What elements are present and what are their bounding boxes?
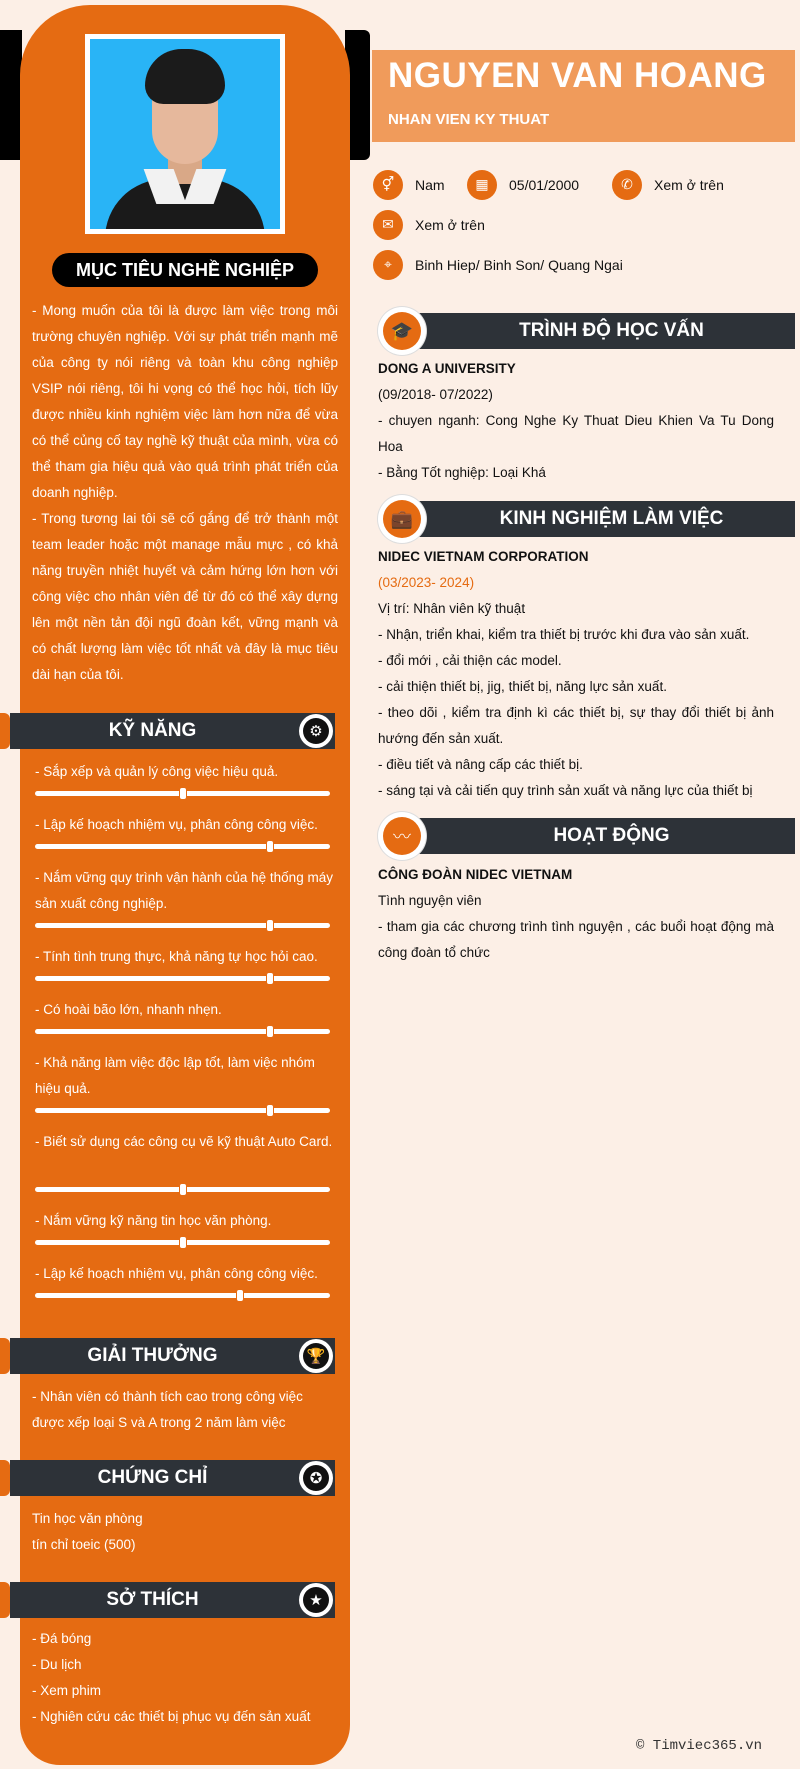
skill-slider xyxy=(35,923,330,928)
activities-header xyxy=(378,812,795,854)
pulse-icon: 〰 xyxy=(378,812,426,860)
skills-title: KỸ NĂNG xyxy=(108,720,197,741)
school-name: DONG A UNIVERSITY xyxy=(378,361,516,376)
trophy-icon: 🏆 xyxy=(299,1339,333,1373)
experience-body xyxy=(378,544,774,804)
experience-header xyxy=(378,495,795,537)
objective-paragraph-2: - Trong tương lai tôi sẽ cố gắng để trở thành một team leader hoặc một manage mẫu mực , có khả năng truyền nhiệt huyết và cảm hứng lớn hơn với công việc cho nhân viên để từ đó có thể xây dựng lên một nền tản đội ngũ đoàn kết, vững mạnh và có chất lượng làm việc tốt nhất và đây là mục tiêu dài hạn của tôi. xyxy=(32,511,338,682)
skill-slider xyxy=(35,844,330,849)
hobbies-tab xyxy=(0,1582,10,1618)
address-info xyxy=(373,250,623,280)
awards-title: GIẢI THƯỞNG xyxy=(87,1345,218,1366)
education-period: (09/2018- 07/2022) xyxy=(378,387,493,402)
hobby-item: - Đá bóng xyxy=(32,1631,92,1646)
skill-item: - Biết sử dụng các công cụ vẽ kỹ thuật Auto Card. xyxy=(35,1134,333,1149)
activities-title: HOẠT ĐỘNG xyxy=(553,825,670,846)
education-title: TRÌNH ĐỘ HỌC VẤN xyxy=(519,320,704,341)
location-pin-icon: ⌖ xyxy=(373,250,403,280)
skill-item: - Có hoài bão lớn, nhanh nhẹn. xyxy=(35,1002,222,1017)
hobby-item: - Du lịch xyxy=(32,1657,82,1672)
address-value: Binh Hiep/ Binh Son/ Quang Ngai xyxy=(415,257,623,273)
hobby-item: - Xem phim xyxy=(32,1683,102,1698)
experience-title: KINH NGHIỆM LÀM VIỆC xyxy=(499,508,724,529)
phone-value: Xem ở trên xyxy=(654,177,724,193)
skill-item: - Nắm vững quy trình vận hành của hệ thống máy sản xuất công nghiệp. xyxy=(35,870,333,911)
activity-desc: - tham gia các chương trình tình nguyện , các buổi hoạt động mà công đoàn tổ chức xyxy=(378,919,774,960)
activity-role: Tình nguyện viên xyxy=(378,893,482,908)
hobbies-header xyxy=(10,1582,335,1618)
objective-title: MỤC TIÊU NGHỀ NGHIỆP xyxy=(52,253,318,287)
phone-icon: ✆ xyxy=(612,170,642,200)
certs-header xyxy=(10,1460,335,1496)
education-body xyxy=(378,356,774,486)
certs-tab xyxy=(0,1460,10,1496)
skills-header xyxy=(10,713,335,749)
gear-icon: ⚙ xyxy=(299,714,333,748)
gender-value: Nam xyxy=(415,177,445,193)
awards-tab xyxy=(0,1338,10,1374)
skill-slider xyxy=(35,976,330,981)
skill-item: - Sắp xếp và quản lý công việc hiệu quả. xyxy=(35,764,279,779)
skill-slider xyxy=(35,791,330,796)
experience-line: - điều tiết và nâng cấp các thiết bị. xyxy=(378,757,583,772)
email-value: Xem ở trên xyxy=(415,217,485,233)
hobbies-list xyxy=(32,1626,338,1730)
cert-item: Tin học văn phòng xyxy=(32,1511,143,1526)
gender-info xyxy=(373,170,445,200)
objective-paragraph-1: - Mong muốn của tôi là được làm việc trong môi trường chuyên nghiệp. Với sự phát triển mạnh mẽ của công ty nói riêng và toàn khu công nghiệp VSIP nói riêng, tôi hi vọng có thể học hỏi, tích lũy được nhiều kinh nghiệm việc làm hơn nữa để vừa có thể củng cố tay nghề kỹ thuật của mình, vừa có thể tham gia hiệu quả vào quá trình phát triển của doanh nghiệp. xyxy=(32,303,338,500)
dob-value: 05/01/2000 xyxy=(509,177,580,193)
experience-line: - sáng tại và cải tiến quy trình sản xuất và năng lực của thiết bị xyxy=(378,783,753,798)
skill-slider xyxy=(35,1029,330,1034)
skill-item: - Khả năng làm việc độc lập tốt, làm việc nhóm hiệu quả. xyxy=(35,1055,315,1096)
awards-text: - Nhân viên có thành tích cao trong công việc được xếp loại S và A trong 2 năm làm việc xyxy=(32,1389,303,1430)
skill-slider xyxy=(35,1108,330,1113)
full-name: NGUYEN VAN HOANG xyxy=(388,56,767,95)
skill-item: - Lập kế hoạch nhiệm vụ, phân công công việc. xyxy=(35,1266,318,1281)
cert-item: tín chỉ toeic (500) xyxy=(32,1537,136,1552)
profile-photo xyxy=(85,34,285,234)
briefcase-icon: 💼 xyxy=(378,495,426,543)
education-header xyxy=(378,307,795,349)
objective-text xyxy=(32,298,338,688)
calendar-icon: ▦ xyxy=(467,170,497,200)
education-degree: - Bằng Tốt nghiệp: Loại Khá xyxy=(378,465,546,480)
experience-line: - Nhận, triển khai, kiểm tra thiết bị trước khi đưa vào sản xuất. xyxy=(378,627,750,642)
decor-bar-left xyxy=(0,30,22,160)
skills-tab xyxy=(0,713,10,749)
graduation-cap-icon: 🎓 xyxy=(378,307,426,355)
experience-line: - cải thiện thiết bị, jig, thiết bị, năng lực sản xuất. xyxy=(378,679,667,694)
skill-slider xyxy=(35,1293,330,1298)
awards-header xyxy=(10,1338,335,1374)
medal-icon: ✪ xyxy=(299,1461,333,1495)
experience-position: Vị trí: Nhân viên kỹ thuật xyxy=(378,601,526,616)
certs-title: CHỨNG CHỈ xyxy=(97,1467,208,1488)
skill-item: - Nắm vững kỹ năng tin học văn phòng. xyxy=(35,1213,272,1228)
skill-slider xyxy=(35,1187,330,1192)
activity-org: CÔNG ĐOÀN NIDEC VIETNAM xyxy=(378,867,573,882)
gender-icon: ⚥ xyxy=(373,170,403,200)
experience-line: - theo dõi , kiểm tra định kì các thiết bị, sự thay đổi thiết bị ảnh hướng đến sản xuất. xyxy=(378,705,774,746)
hobby-item: - Nghiên cứu các thiết bị phục vụ đến sản xuất xyxy=(32,1709,311,1724)
experience-period: (03/2023- 2024) xyxy=(378,575,475,590)
email-info xyxy=(373,210,485,240)
star-icon: ★ xyxy=(299,1583,333,1617)
footer-credit: © Timviec365.vn xyxy=(636,1738,763,1754)
company-name: NIDEC VIETNAM CORPORATION xyxy=(378,549,589,564)
certs-list xyxy=(32,1506,338,1558)
email-icon: ✉ xyxy=(373,210,403,240)
skill-slider xyxy=(35,1240,330,1245)
hobbies-title: SỞ THÍCH xyxy=(106,1589,199,1610)
activities-body xyxy=(378,862,774,966)
phone-info xyxy=(612,170,724,200)
skill-item: - Lập kế hoạch nhiệm vụ, phân công công việc. xyxy=(35,817,318,832)
skill-item: - Tính tình trung thực, khả năng tự học hỏi cao. xyxy=(35,949,318,964)
education-major: - chuyen nganh: Cong Nghe Ky Thuat Dieu Khien Va Tu Dong Hoa xyxy=(378,413,774,454)
dob-info xyxy=(467,170,579,200)
experience-line: - đổi mới , cải thiện các model. xyxy=(378,653,562,668)
job-role: NHAN VIEN KY THUAT xyxy=(388,111,550,128)
